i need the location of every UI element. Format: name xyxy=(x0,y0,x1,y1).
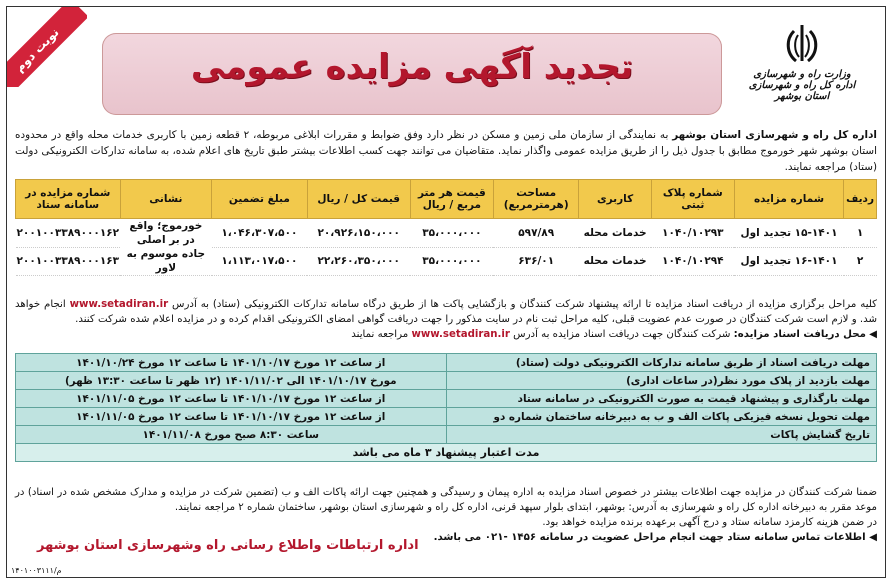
cell-setad-number: ۲۰۰۱۰۰۳۳۸۹۰۰۰۱۶۳ xyxy=(16,247,121,276)
cell-plaque: ۱۰۴۰/۱۰۲۹۳ xyxy=(651,219,734,248)
ministry-name: وزارت راه و شهرسازی xyxy=(753,69,851,80)
cell-unit-price: ۳۵،۰۰۰،۰۰۰ xyxy=(410,219,493,248)
auction-table xyxy=(15,179,877,276)
schedule-table xyxy=(15,353,877,462)
round-badge: نوبت دوم xyxy=(7,7,87,87)
table-header-row xyxy=(16,180,877,219)
schedule-row xyxy=(16,390,877,408)
schedule-value: ساعت ۸:۳۰ صبح مورخ ۱۴۰۱/۱۱/۰۸ xyxy=(16,426,447,444)
title-banner xyxy=(102,33,722,115)
cell-plaque: ۱۰۴۰/۱۰۲۹۴ xyxy=(651,247,734,276)
cell-area: ۵۹۷/۸۹ xyxy=(493,219,579,248)
schedule-value: از ساعت ۱۲ مورخ ۱۴۰۱/۱۰/۱۷ تا ساعت ۱۲ مورخ ۱۴۰۱/۱۱/۰۵ xyxy=(16,408,447,426)
cell-total-price: ۲۰،۹۲۶،۱۵۰،۰۰۰ xyxy=(307,219,410,248)
page-title: تجدید آگهی مزایده عمومی xyxy=(190,47,634,87)
col-header: قیمت هر متر مربع / ریال xyxy=(410,180,493,219)
cell-usage: خدمات محله xyxy=(579,247,651,276)
notes-text: انجام خواهد شد. و لازم است شرکت کنندگان در صورت عدم عضویت قبلی، کلیه مراحل ثبت نام در سایت مذکور را جهت دریافت گواهی امضای الکترونیکی اقدام کرده و در مزایده اعلام شده شرکت کنند. xyxy=(15,299,877,325)
col-header: مبلغ تضمین xyxy=(212,180,307,219)
setad-link[interactable]: www.setadiran.ir xyxy=(411,329,510,340)
notice-page xyxy=(6,6,886,578)
schedule-label: تاریخ گشایش پاکات xyxy=(446,426,877,444)
footer-contact: اطلاعات تماس سامانه ستاد جهت انجام مراحل عضویت در سامانه ۱۴۵۶ -۰۲۱ می باشد. xyxy=(433,532,866,543)
footer-section xyxy=(15,485,877,545)
bullet-icon: ◀ xyxy=(865,329,877,340)
col-header: شماره پلاک ثبتی xyxy=(651,180,734,219)
schedule-row xyxy=(16,408,877,426)
schedule-row xyxy=(16,354,877,372)
schedule-value: از ساعت ۱۲ مورخ ۱۴۰۱/۱۰/۱۷ تا ساعت ۱۲ مورخ ۱۴۰۱/۱۰/۲۴ xyxy=(16,354,447,372)
footer-code: ۱۴۰۱۰۰۳۱۱۱/م xyxy=(11,566,62,575)
intro-org: اداره کل راه و شهرسازی استان بوشهر xyxy=(672,129,877,141)
cell-row-number: ۲ xyxy=(844,247,877,276)
cell-guarantee: ۱،۱۱۳،۰۱۷،۵۰۰ xyxy=(212,247,307,276)
schedule-row xyxy=(16,444,877,462)
col-header: شماره مزایده xyxy=(734,180,843,219)
cell-area: ۶۳۶/۰۱ xyxy=(493,247,579,276)
schedule-label: مهلت دریافت اسناد از طریق سامانه تدارکات الکترونیکی دولت (ستاد) xyxy=(446,354,877,372)
table-row xyxy=(16,219,877,248)
schedule-row xyxy=(16,372,877,390)
validity-note: مدت اعتبار پیشنهاد ۳ ماه می باشد xyxy=(16,444,877,462)
bullet-icon: ◀ xyxy=(865,532,877,543)
cell-setad-number: ۲۰۰۱۰۰۳۳۸۹۰۰۰۱۶۲ xyxy=(16,219,121,248)
schedule-label: مهلت تحویل نسخه فیزیکی پاکات الف و ب به دبیرخانه ساختمان شماره دو xyxy=(446,408,877,426)
footer-organization: اداره ارتباطات واطلاع رسانی راه وشهرسازی استان بوشهر xyxy=(37,538,419,553)
intro-paragraph xyxy=(15,127,877,175)
cell-address: خورموج؛ واقع در بر اصلی جاده موسوم به لاور xyxy=(120,219,212,276)
notes-text: شرکت کنندگان جهت دریافت اسناد مزایده به آدرس xyxy=(509,329,734,340)
footer-paragraph-1: ضمنا شرکت کنندگان در مزایده جهت اطلاعات بیشتر در خصوص اسناد مزایده به اداره پیمان و رسیدگی و همچنین جهت ارائه پاکات الف و ب (تضمین شرکت در مزایده و مدارک مشخص شده در اسناد) در موعد مقرر به دبیرخانه اداره کل راه و شهرسازی به آدرس: بوشهر، ابتدای بلوار سپهد قرنی، اداره کل راه و شهرسازی استان بوشهر، ساختمان شماره ۲ مراجعه نمایند. xyxy=(15,487,877,513)
notes-paragraph-1 xyxy=(15,297,877,327)
setad-link[interactable]: www.setadiran.ir xyxy=(69,299,169,310)
notes-text: مراجعه نمایند xyxy=(351,329,412,340)
notes-text: کلیه مراحل برگزاری مزایده از دریافت اسناد مزایده تا ارائه پیشنهاد شرکت کنندگان و بازگشایی پاکت ها از طریق درگاه سامانه تدارکات الکترونیکی (ستاد) به آدرس xyxy=(168,299,877,310)
schedule-label: مهلت بازدید از پلاک مورد نظر(در ساعات اداری) xyxy=(446,372,877,390)
ministry-logo xyxy=(737,21,867,102)
intro-text: به نمایندگی از سازمان ملی زمین و مسکن در نظر دارد وفق ضوابط و مقررات ابلاغی مربوطه، ۲ قطعه زمین با کاربری خدمات محله واقع در محدوده استان بوشهر شهر خورموج مطابق با جدول ذیل را از طریق مزایده عمومی واگذار نماید. متقاضیان می توانند جهت کسب اطلاعات بیشتر طبق تاریخ های اعلام شده، به سامانه تدارکات الکترونیکی دولت (ستاد) مراجعه نمایند. xyxy=(15,129,877,173)
footer-paragraph-2: در ضمن هزینه کارمزد سامانه ستاد و درج آگهی برعهده برنده مزایده خواهد بود. xyxy=(542,517,877,528)
cell-auction-number: ۱۶-۱۴۰۱ تجدید اول xyxy=(734,247,843,276)
col-header: کاربری xyxy=(579,180,651,219)
cell-row-number: ۱ xyxy=(844,219,877,248)
cell-unit-price: ۳۵،۰۰۰،۰۰۰ xyxy=(410,247,493,276)
col-header: مساحت (هرمترمربع) xyxy=(493,180,579,219)
schedule-value: مورخ ۱۴۰۱/۱۰/۱۷ الی ۱۴۰۱/۱۱/۰۲ (۱۲ ظهر تا ساعت ۱۳:۳۰ ظهر) xyxy=(16,372,447,390)
schedule-label: مهلت بارگذاری و پیشنهاد قیمت به صورت الکترونیکی در سامانه ستاد xyxy=(446,390,877,408)
col-header: قیمت کل / ریال xyxy=(307,180,410,219)
col-header: نشانی xyxy=(120,180,212,219)
schedule-row xyxy=(16,426,877,444)
cell-usage: خدمات محله xyxy=(579,219,651,248)
cell-total-price: ۲۲،۲۶۰،۳۵۰،۰۰۰ xyxy=(307,247,410,276)
notes-label: محل دریافت اسناد مزایده: xyxy=(733,329,866,340)
schedule-value: از ساعت ۱۲ مورخ ۱۴۰۱/۱۰/۱۷ تا ساعت ۱۲ مورخ ۱۴۰۱/۱۱/۰۵ xyxy=(16,390,447,408)
office-name: اداره کل راه و شهرسازی استان بوشهر xyxy=(748,80,856,102)
cell-auction-number: ۱۵-۱۴۰۱ تجدید اول xyxy=(734,219,843,248)
notes-section xyxy=(15,297,877,342)
col-header: شماره مزایده در سامانه ستاد xyxy=(16,180,121,219)
cell-guarantee: ۱،۰۴۶،۳۰۷،۵۰۰ xyxy=(212,219,307,248)
col-header: ردیف xyxy=(844,180,877,219)
emblem-icon xyxy=(782,21,822,67)
badge-corner xyxy=(7,7,87,87)
notes-paragraph-2 xyxy=(15,327,877,342)
